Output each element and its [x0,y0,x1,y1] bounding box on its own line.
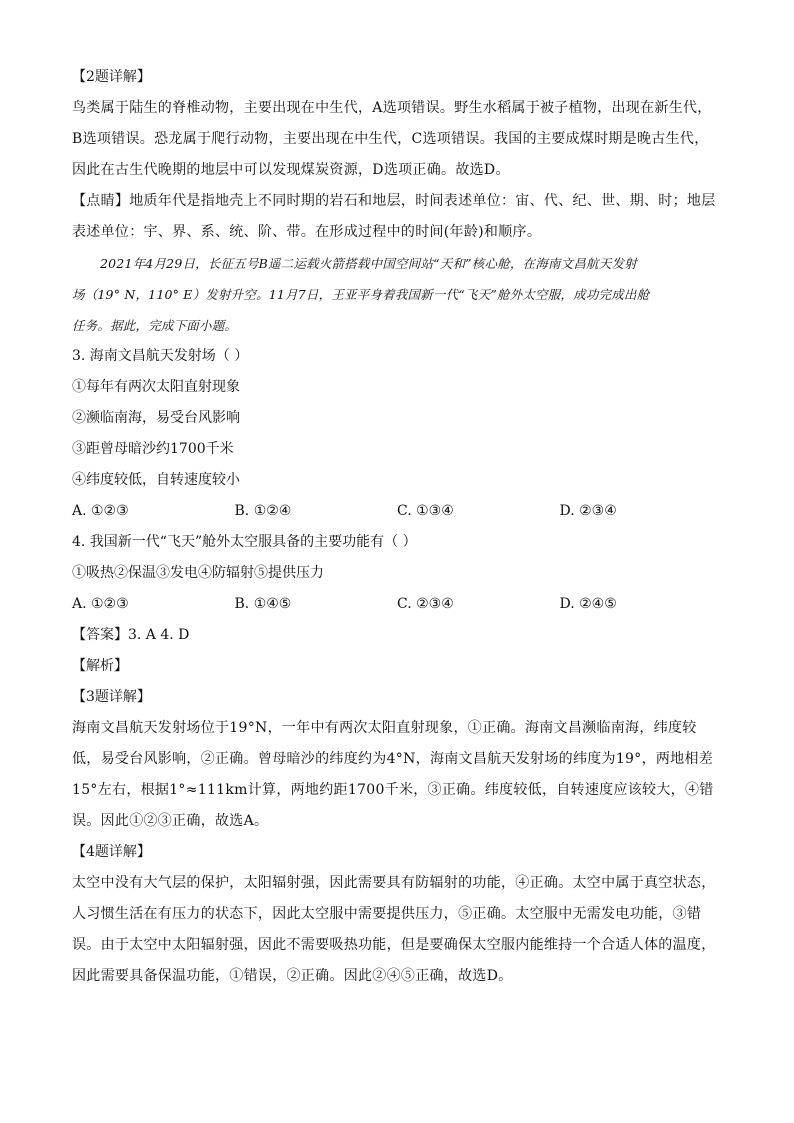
q4-stem: 4. 我国新一代“飞天”舱外太空服具备的主要功能有（ ） [72,534,417,550]
reading-passage [72,248,722,341]
analysis-heading: 【解析】 [72,658,128,674]
q3-stem: 3. 海南文昌航天发射场（ ） [72,348,249,364]
q3-options [72,496,722,527]
q4-options [72,589,722,620]
document-page [72,62,722,992]
q4-option-c: C. ②③④ [397,596,454,612]
q3-detail-heading: 【3题详解】 [72,689,151,705]
q3-item-2: ②濒临南海，易受台风影响 [72,410,240,426]
q4-detail-text: 太空中没有大气层的保护，太阳辐射强，因此需要具有防辐射的功能，④正确。太空中属于真空状态，人习惯生活在有压力的状态下，因此太空服中需要提供压力，⑤正确。太空服中无需发电功能，③错误。由于太空中太阳辐射强，因此不需要吸热功能，但是要确保太空服内能维持一个合适人体的温度，因此需要具备保温功能，①错误，②正确。因此②④⑤正确，故选D。 [72,875,716,984]
q3-item-1: ①每年有两次太阳直射现象 [72,379,240,395]
q3-option-c: C. ①③④ [397,503,454,519]
tip-text: 【点睛】地质年代是指地壳上不同时期的岩石和地层，时间表述单位：宙、代、纪、世、期、时；地层表述单位：宇、界、系、统、阶、带。在形成过程中的时间(年龄)和顺序。 [72,193,716,240]
passage-line-2: 场（19° N，110° E）发射升空。11月7日，王亚平身着我国新一代“飞天”舱外太空服，成功完成出舱 [72,287,650,302]
q3-option-b: B. ①②④ [234,503,292,519]
passage-line-1: 2021年4月29日，长征五号B遥二运载火箭搭载中国空间站“天和”核心舱，在海南文昌航天发射 [100,256,637,271]
q4-option-d: D. ②④⑤ [559,596,617,612]
q2-detail-heading: 【2题详解】 [72,69,151,85]
q3-option-d: D. ②③④ [559,503,617,519]
q4-items: ①吸热②保温③发电④防辐射⑤提供压力 [72,565,324,581]
q4-option-a: A. ①②③ [72,596,129,612]
q2-detail-text: 鸟类属于陆生的脊椎动物，主要出现在中生代，A选项错误。野生水稻属于被子植物，出现在新生代，B选项错误。恐龙属于爬行动物，主要出现在中生代，C选项错误。我国的主要成煤时期是晚古生代，因此在古生代晚期的地层中可以发现煤炭资源，D选项正确。故选D。 [72,100,712,178]
q4-detail-heading: 【4题详解】 [72,844,151,860]
answer-line: 【答案】3. A 4. D [72,627,190,643]
q3-item-3: ③距曾母暗沙约1700千米 [72,441,234,457]
q3-option-a: A. ①②③ [72,503,129,519]
q3-item-4: ④纬度较低，自转速度较小 [72,472,240,488]
q3-detail-text: 海南文昌航天发射场位于19°N，一年中有两次太阳直射现象，①正确。海南文昌濒临南海，纬度较低，易受台风影响，②正确。曾母暗沙的纬度约为4°N，海南文昌航天发射场的纬度为19°，两地相差15°左右，根据1°≈111km计算，两地约距1700千米，③正确。纬度较低，自转速度应该较大，④错误。因此①②③正确，故选A。 [72,720,714,829]
passage-line-3: 任务。据此，完成下面小题。 [72,318,238,333]
q4-option-b: B. ①④⑤ [234,596,292,612]
